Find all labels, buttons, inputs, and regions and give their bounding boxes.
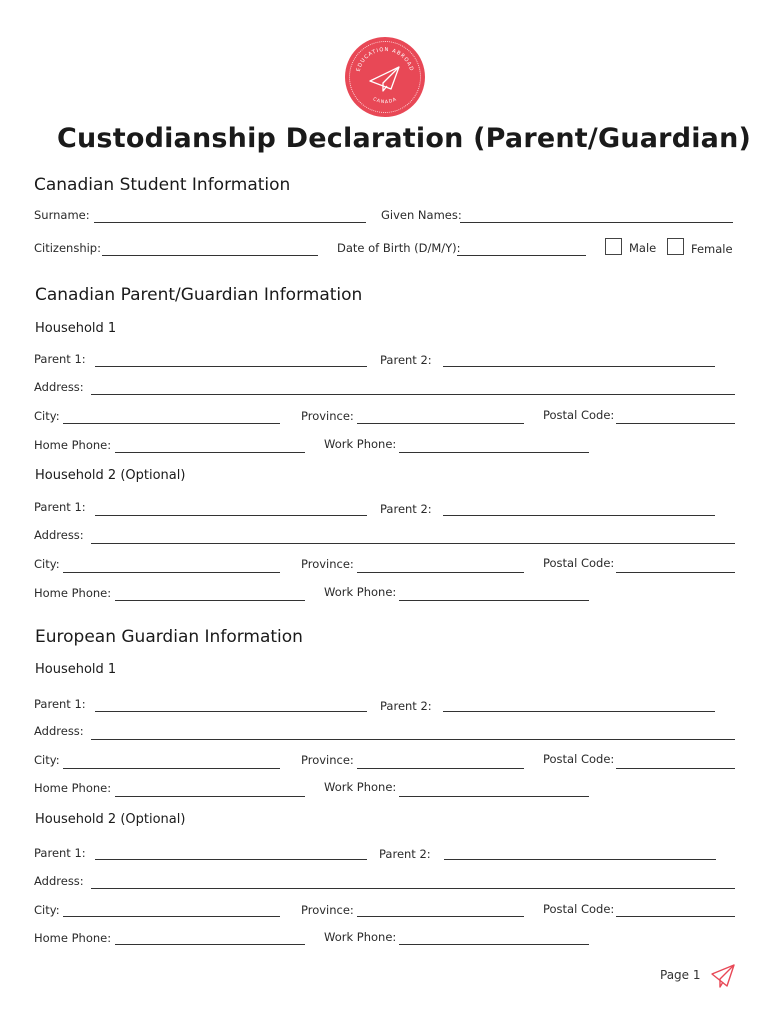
home-phone-label: Home Phone: (34, 931, 112, 945)
logo-bottom-text: CANADA (371, 97, 399, 106)
paper-plane-icon (710, 962, 736, 990)
postal-code-label: Postal Code: (543, 408, 615, 422)
section-heading-student: Canadian Student Information (34, 175, 291, 195)
home-phone-label: Home Phone: (34, 781, 112, 795)
address-label: Address: (34, 874, 84, 888)
postal-code-label: Postal Code: (543, 752, 615, 766)
paper-plane-icon (370, 67, 399, 91)
female-checkbox[interactable] (667, 238, 684, 255)
parent2-label: Parent 2: (380, 353, 432, 367)
svg-text:CANADA (372, 96, 398, 105)
male-label: Male (629, 241, 657, 255)
surname-field[interactable] (94, 222, 366, 223)
parent1-label: Parent 1: (34, 846, 86, 860)
postal-code-field[interactable] (616, 572, 735, 573)
section-heading-canadian-guardian: Canadian Parent/Guardian Information (35, 285, 363, 305)
parent1-label: Parent 1: (34, 697, 86, 711)
province-label: Province: (301, 557, 354, 571)
city-field[interactable] (63, 768, 280, 769)
parent2-field[interactable] (443, 366, 715, 367)
work-phone-label: Work Phone: (324, 585, 397, 599)
work-phone-field[interactable] (399, 600, 589, 601)
city-label: City: (34, 409, 60, 423)
work-phone-field[interactable] (399, 796, 589, 797)
male-checkbox[interactable] (605, 238, 622, 255)
city-field[interactable] (63, 423, 280, 424)
province-label: Province: (301, 903, 354, 917)
city-label: City: (34, 903, 60, 917)
city-label: City: (34, 557, 60, 571)
address-label: Address: (34, 528, 84, 542)
postal-code-field[interactable] (616, 916, 735, 917)
province-field[interactable] (357, 423, 524, 424)
parent1-field[interactable] (95, 711, 367, 712)
household-heading: Household 2 (Optional) (35, 812, 186, 827)
city-field[interactable] (63, 572, 280, 573)
address-label: Address: (34, 380, 84, 394)
work-phone-label: Work Phone: (324, 930, 397, 944)
work-phone-field[interactable] (399, 452, 589, 453)
household-heading: Household 1 (35, 321, 117, 336)
parent2-field[interactable] (443, 515, 715, 516)
citizenship-field[interactable] (102, 255, 318, 256)
address-field[interactable] (91, 739, 735, 740)
page-number: Page 1 (660, 968, 701, 982)
home-phone-field[interactable] (115, 600, 305, 601)
dob-field[interactable] (457, 255, 586, 256)
home-phone-field[interactable] (115, 944, 305, 945)
page-title: Custodianship Declaration (Parent/Guardian) (57, 123, 752, 154)
logo-education-abroad-canada (345, 37, 425, 117)
parent1-label: Parent 1: (34, 352, 86, 366)
work-phone-label: Work Phone: (324, 780, 397, 794)
parent1-field[interactable] (95, 515, 367, 516)
household-heading: Household 1 (35, 662, 117, 677)
province-field[interactable] (357, 768, 524, 769)
work-phone-field[interactable] (399, 944, 589, 945)
address-field[interactable] (91, 543, 735, 544)
female-label: Female (691, 242, 733, 256)
home-phone-label: Home Phone: (34, 586, 112, 600)
given-names-field[interactable] (460, 222, 733, 223)
parent1-label: Parent 1: (34, 500, 86, 514)
province-field[interactable] (357, 916, 524, 917)
logo-graphic (345, 37, 425, 117)
svg-text:EDUCATION ABROAD (356, 47, 415, 72)
home-phone-field[interactable] (115, 452, 305, 453)
surname-label: Surname: (34, 208, 90, 222)
parent2-label: Parent 2: (380, 502, 432, 516)
province-label: Province: (301, 753, 354, 767)
province-field[interactable] (357, 572, 524, 573)
citizenship-label: Citizenship: (34, 241, 101, 255)
parent2-label: Parent 2: (380, 699, 432, 713)
dob-label: Date of Birth (D/M/Y): (337, 241, 461, 255)
section-heading-european-guardian: European Guardian Information (35, 627, 303, 647)
address-field[interactable] (91, 888, 735, 889)
parent2-field[interactable] (443, 711, 715, 712)
postal-code-field[interactable] (616, 768, 735, 769)
city-label: City: (34, 753, 60, 767)
address-field[interactable] (91, 394, 735, 395)
logo-top-text: EDUCATION ABROAD (355, 46, 415, 73)
city-field[interactable] (63, 916, 280, 917)
parent1-field[interactable] (95, 366, 367, 367)
parent2-label: Parent 2: (379, 847, 431, 861)
work-phone-label: Work Phone: (324, 437, 397, 451)
postal-code-label: Postal Code: (543, 902, 615, 916)
postal-code-field[interactable] (616, 423, 735, 424)
given-names-label: Given Names: (381, 208, 462, 222)
postal-code-label: Postal Code: (543, 556, 615, 570)
home-phone-field[interactable] (115, 796, 305, 797)
parent2-field[interactable] (444, 859, 716, 860)
address-label: Address: (34, 724, 84, 738)
household-heading: Household 2 (Optional) (35, 468, 186, 483)
home-phone-label: Home Phone: (34, 438, 112, 452)
province-label: Province: (301, 409, 354, 423)
parent1-field[interactable] (95, 859, 367, 860)
